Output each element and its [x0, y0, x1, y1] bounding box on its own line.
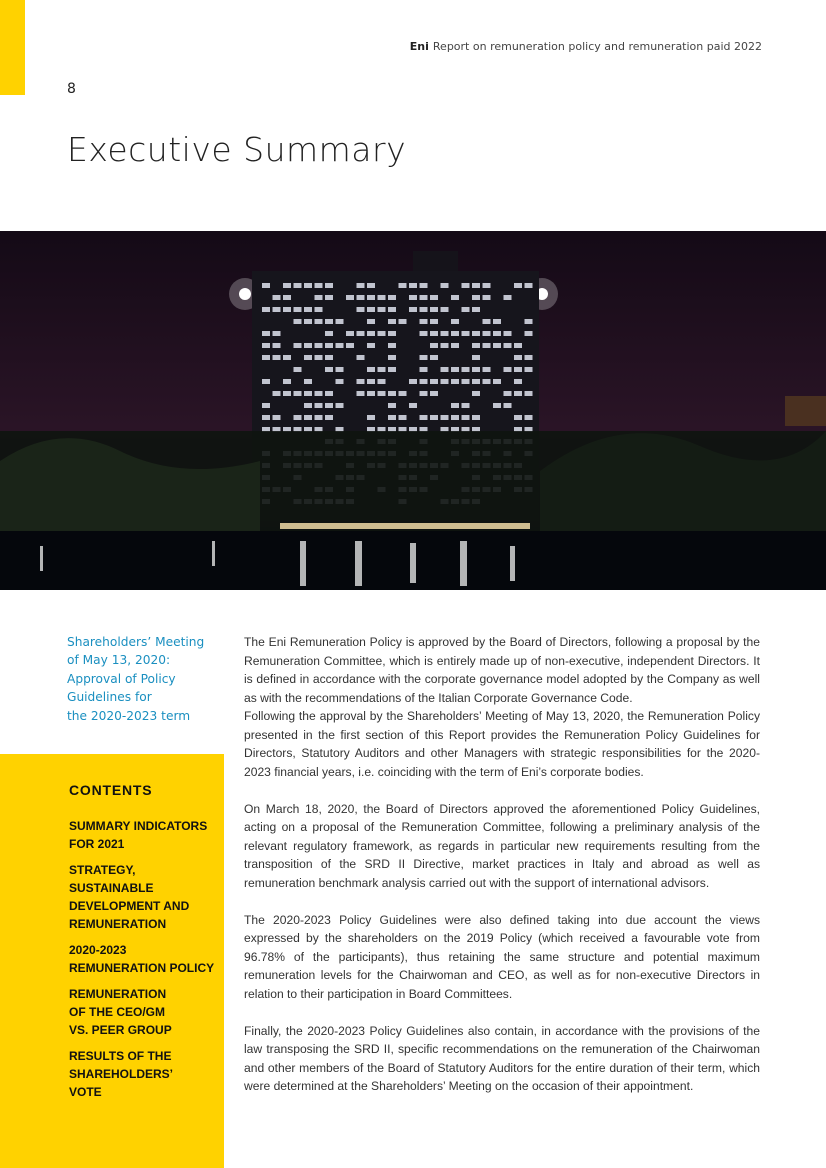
- paragraph: The 2020-2023 Policy Guidelines were also defined taking into due account the views expressed by the shareholders on the 2019 Policy (which received a favourable vote from 96.78% of the participants), thus retaining the same structure and potential maximum remuneration levels for the Chairwoman and CEO, as well as for non-executive Directors in relation to their participation in Board Committees.: [244, 912, 760, 1001]
- contents-box: [0, 754, 224, 1168]
- side-note-line: Approval of Policy: [67, 671, 176, 686]
- contents-item[interactable]: SUMMARY INDICATORS FOR 2021: [69, 819, 208, 851]
- paragraph: Following the approval by the Shareholders’ Meeting of May 13, 2020, the Remuneration Policy presented in the first section of this Report provides the Remuneration Policy Guidelines for Directors, Statutory Auditors and other Managers with strategic responsibilities for the 2020-2023 financial years, i.e. coinciding with the term of Eni’s corporate bodies.: [244, 709, 760, 779]
- contents-heading: CONTENTS: [69, 782, 153, 798]
- contents-item[interactable]: STRATEGY, SUSTAINABLE DEVELOPMENT AND REMUNERATION: [69, 863, 190, 931]
- brand-name: Eni: [409, 40, 429, 53]
- contents-item[interactable]: RESULTS OF THE SHAREHOLDERS’ VOTE: [69, 1049, 173, 1099]
- paragraph: On March 18, 2020, the Board of Directors approved the aforementioned Policy Guidelines, acting on a proposal of the Remuneration Committee, following a preliminary analysis of the relevant regulatory framework, as regards in particular new requirements resulting from the transposition of the SRD II Directive, market practices in Italy and abroad as well as remuneration benchmark analysis carried out with the support of international advisors.: [244, 801, 760, 890]
- side-note-line: Guidelines for: [67, 690, 152, 705]
- side-note: [67, 633, 227, 725]
- contents-item[interactable]: REMUNERATION OF THE CEO/GM VS. PEER GROUP: [69, 987, 172, 1037]
- running-header: [410, 40, 762, 53]
- headquarters-night-photo: [0, 231, 826, 590]
- paragraph: The Eni Remuneration Policy is approved by the Board of Directors, following a proposal by the Remuneration Committee, which is entirely made up of non-executive, independent Directors. It is defined in accordance with the corporate governance model adopted by the Company as well as with the recommendations of the Italian Corporate Governance Code.: [244, 635, 760, 705]
- yellow-accent-bar: [0, 0, 25, 95]
- page-number: 8: [67, 81, 76, 97]
- side-note-line: of May 13, 2020:: [67, 653, 171, 668]
- side-note-line: Shareholders’ Meeting: [67, 635, 205, 649]
- body-text: [244, 633, 760, 1096]
- report-title: Report on remuneration policy and remuneration paid 2022: [432, 40, 762, 53]
- contents-item[interactable]: 2020-2023 REMUNERATION POLICY: [69, 943, 215, 975]
- page-title: Executive Summary: [67, 130, 407, 169]
- side-note-line: the 2020-2023 term: [67, 708, 191, 723]
- paragraph: Finally, the 2020-2023 Policy Guidelines also contain, in accordance with the provisions of the law transposing the SRD II, specific recommendations on the remuneration of the Chairwoman and other members of the Board of Statutory Auditors for the entire duration of their term, which were determined at the Shareholders’ Meeting on the occasion of their appointment.: [244, 1023, 760, 1093]
